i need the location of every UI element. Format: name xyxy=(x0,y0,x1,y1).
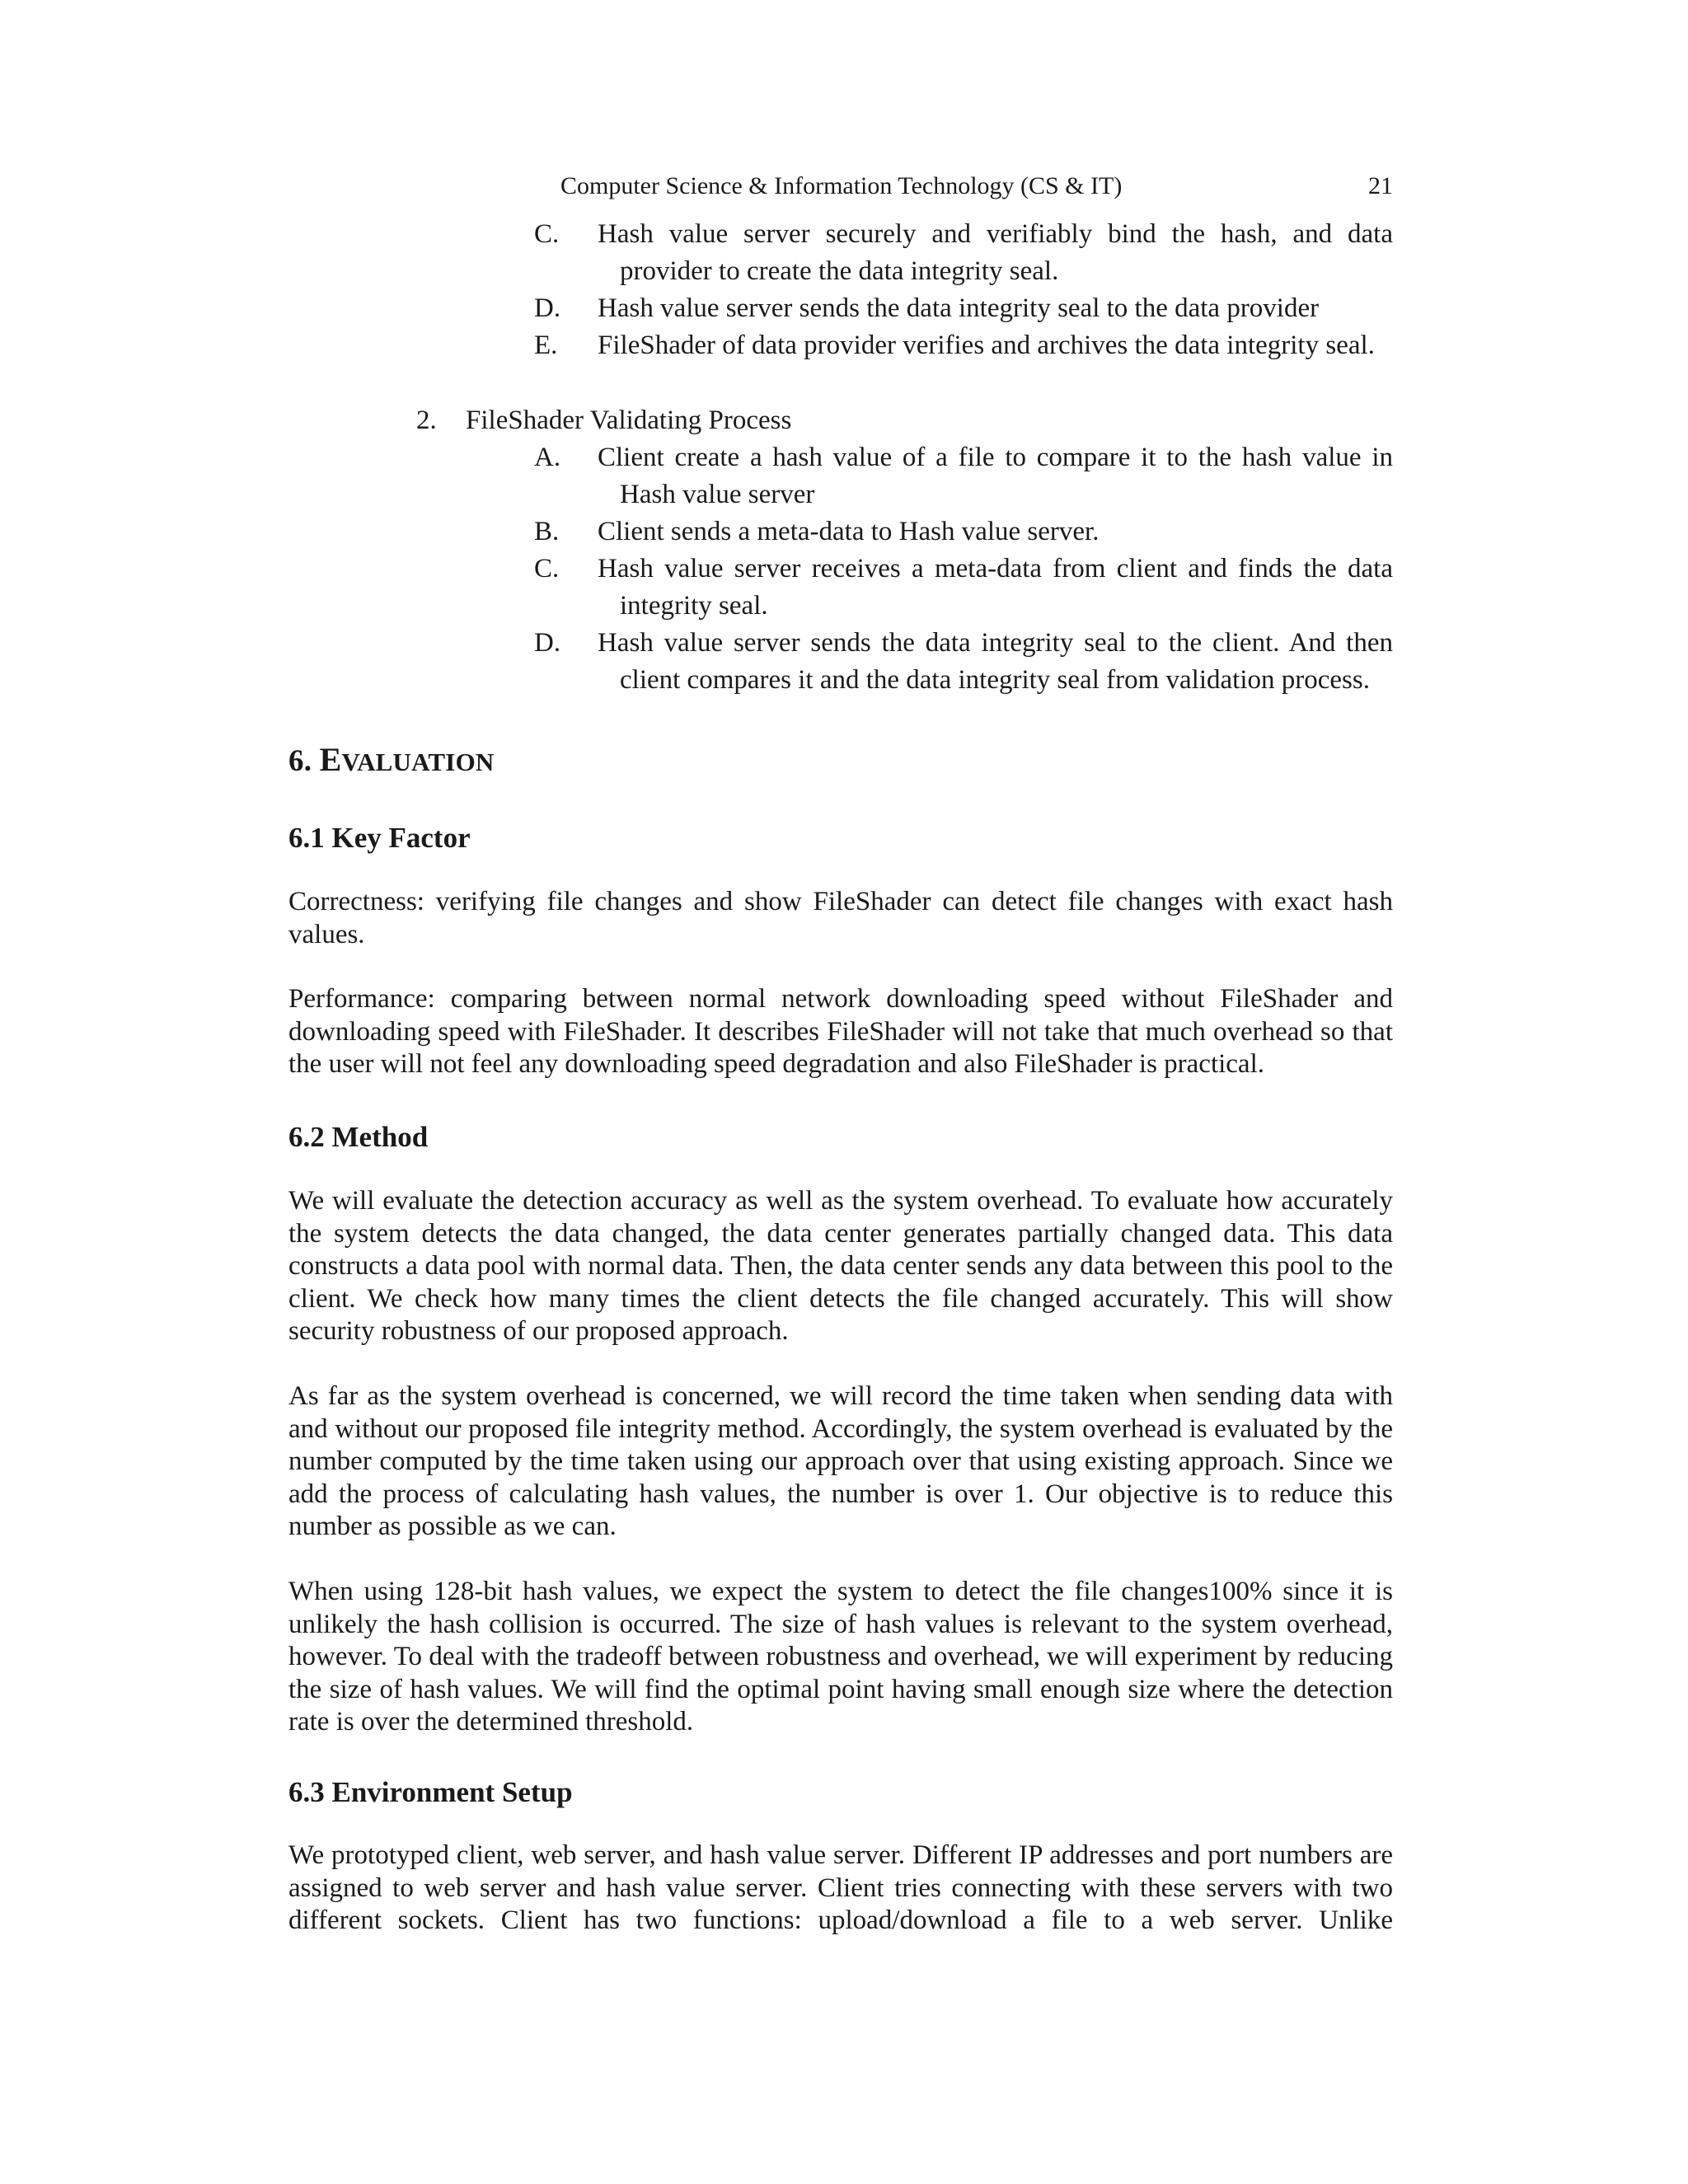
list-item xyxy=(288,327,1393,364)
journal-name: Computer Science & Information Technology (CS & IT) xyxy=(560,172,1123,199)
paragraph-block xyxy=(288,886,1393,951)
paragraph-environment: We prototyped client, web server, and hash value server. Different IP addresses and port numbers are assigned to web server and hash value server. Client tries connecting with these servers with two different sockets. Client has two functions: upload/download a file to a web server. Unlike xyxy=(288,1840,1393,1936)
paragraph-block xyxy=(288,1576,1393,1739)
paragraph-correctness: Correctness: verifying file changes and show FileShader can detect file changes with exact hash values. xyxy=(288,887,1393,949)
upload-steps-list xyxy=(288,216,1393,364)
page-number: 21 xyxy=(1368,172,1393,199)
subsection-title: 6.1 Key Factor xyxy=(288,822,471,854)
list-item xyxy=(288,290,1393,327)
subsection-6-2 xyxy=(288,1118,1393,1156)
subsection-title: 6.2 Method xyxy=(288,1121,429,1153)
subsection-6-1 xyxy=(288,819,1393,857)
paragraph-block xyxy=(288,983,1393,1081)
section-title: 6. EVALUATION xyxy=(288,741,495,778)
step-label: B. xyxy=(534,517,560,546)
process-title: FileShader Validating Process xyxy=(466,405,792,435)
paragraph-method-2: As far as the system overhead is concerned, we will record the time taken when sending data with and without our proposed file integrity method. Accordingly, the system overhead is evaluated by the number computed by the time taken using our approach over that using existing approach. Since we add the process of calculating hash values, the number is over 1. Our objective is to reduce this number as possible as we can. xyxy=(288,1381,1393,1542)
paragraph-block xyxy=(288,1380,1393,1544)
step-label: C. xyxy=(534,554,560,583)
list-item xyxy=(288,625,1393,699)
step-label: D. xyxy=(534,628,561,658)
list-item xyxy=(288,439,1393,513)
paragraph-method-1: We will evaluate the detection accuracy as well as the system overhead. To evaluate how accurately the system detects the data changed, the data center generates partially changed data. This data constructs a data pool with normal data. Then, the data center sends any data between this pool to the client. We check how many times the client detects the file changed accurately. This will show security robustness of our proposed approach. xyxy=(288,1186,1393,1347)
step-label: D. xyxy=(534,293,561,323)
list-item xyxy=(288,513,1393,551)
validating-process xyxy=(288,402,1393,699)
step-text: Hash value server securely and verifiably bind the hash, and data provider to create the data integrity seal. xyxy=(598,219,1393,286)
paper-page xyxy=(288,0,1393,2184)
step-label: E. xyxy=(534,330,558,360)
process-number: 2. xyxy=(416,405,437,435)
subsection-title: 6.3 Environment Setup xyxy=(288,1776,573,1808)
paragraph-performance: Performance: comparing between normal network downloading speed without FileShader and downloading speed with FileShader. It describes FileShader will not take that much overhead so that the user will not feel any downloading speed degradation and also FileShader is practical. xyxy=(288,984,1393,1080)
section-6-heading xyxy=(288,740,1393,782)
subsection-6-3 xyxy=(288,1774,1393,1811)
step-text: FileShader of data provider verifies and archives the data integrity seal. xyxy=(598,330,1375,360)
process-heading xyxy=(288,402,1393,439)
paragraph-block xyxy=(288,1840,1393,1938)
paragraph-block xyxy=(288,1185,1393,1348)
step-text: Hash value server sends the data integrity seal to the data provider xyxy=(598,293,1320,323)
step-text: Hash value server receives a meta-data from client and finds the data integrity seal. xyxy=(598,554,1393,621)
step-label: A. xyxy=(534,443,561,472)
step-text: Client create a hash value of a file to compare it to the hash value in Hash value server xyxy=(598,443,1393,509)
step-label: C. xyxy=(534,219,560,249)
paragraph-method-3: When using 128-bit hash values, we expect the system to detect the file changes100% since it is unlikely the hash collision is occurred. The size of hash values is relevant to the system overhead, however. To deal with the tradeoff between robustness and overhead, we will experiment by reducing the size of hash values. We will find the optimal point having small enough size where the detection rate is over the determined threshold. xyxy=(288,1577,1393,1737)
step-text: Hash value server sends the data integrity seal to the client. And then client compares it and the data integrity seal from validation process. xyxy=(598,628,1393,695)
list-item xyxy=(288,551,1393,625)
step-text: Client sends a meta-data to Hash value server. xyxy=(598,517,1100,546)
list-item xyxy=(288,216,1393,290)
